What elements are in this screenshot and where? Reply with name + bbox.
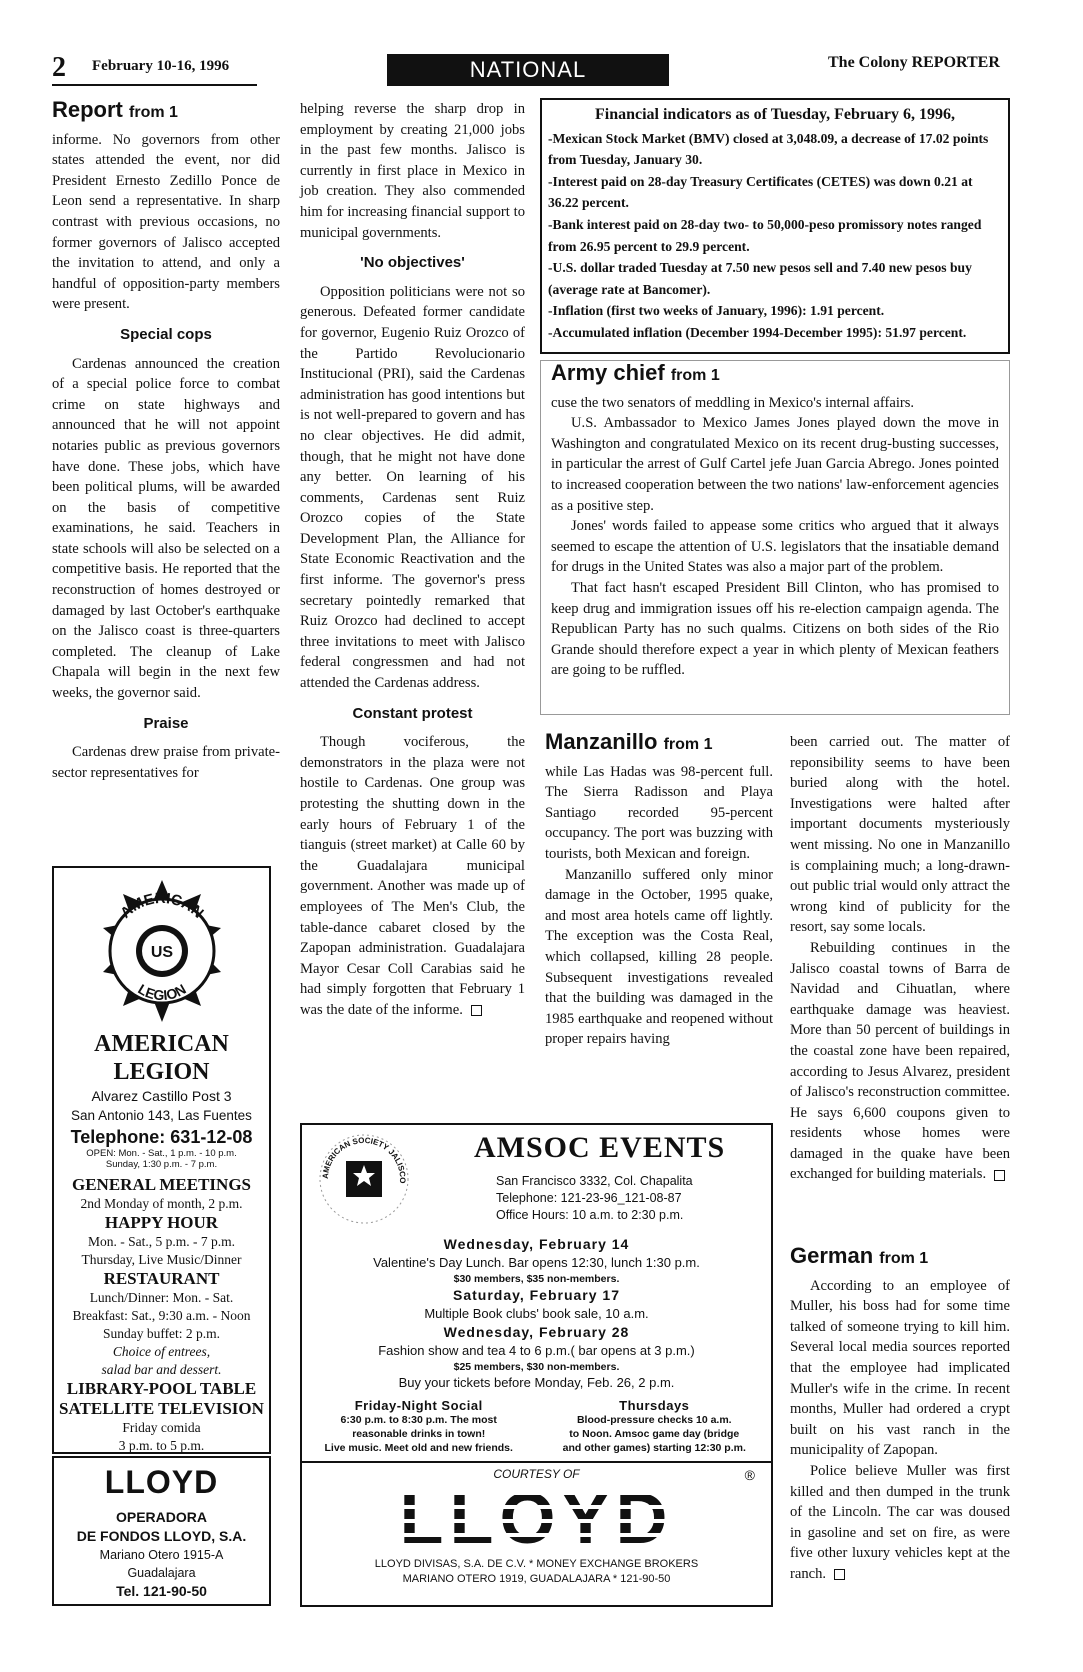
manzanillo-paragraph: been carried out. The matter of reponsibility seems to have been buried along with the hotel. Investigations were halted after important documents mysteriously went missing. No one in Manzanillo is complaining much; a long-drawn-out public trial would only attract the wrong kind of publicity for the resort, say some locals. bbox=[790, 734, 1010, 936]
legion-address: San Antonio 143, Las Fuentes bbox=[71, 1108, 252, 1123]
amsoc-book-sale: Multiple Book clubs' book sale, 10 a.m. bbox=[424, 1306, 649, 1321]
paper-name: The Colony REPORTER bbox=[828, 54, 1000, 71]
report-paragraph: Cardenas drew praise from private-sector representatives for bbox=[52, 744, 280, 781]
legion-name-1: AMERICAN bbox=[94, 1031, 229, 1057]
legion-happy-hour-time: Mon. - Sat., 5 p.m. - 7 p.m. bbox=[88, 1234, 235, 1249]
amsoc-lloyd-brokers: LLOYD DIVISAS, S.A. DE C.V. * MONEY EXCHANGE BROKERS bbox=[374, 1558, 699, 1570]
lloyd-phone: Tel. 121-90-50 bbox=[116, 1583, 207, 1599]
legion-lunch-dinner: Lunch/Dinner: Mon. - Sat. bbox=[89, 1290, 234, 1305]
legion-sunday-hours: Sunday, 1:30 p.m. - 7 p.m. bbox=[105, 1159, 218, 1170]
amsoc-fashion-price: $25 members, $30 non-members. bbox=[453, 1361, 620, 1373]
lloyd-operadora: OPERADORA bbox=[115, 1509, 207, 1525]
amsoc-valentines-lunch: Valentine's Day Lunch. Bar opens 12:30, lunch 1:30 p.m. bbox=[373, 1255, 700, 1270]
army-paragraph: cuse the two senators of meddling in Mexico's internal affairs. bbox=[551, 394, 915, 411]
subhead-praise: Praise bbox=[143, 714, 189, 732]
legion-sunday-buffet: Sunday buffet: 2 p.m. bbox=[102, 1326, 221, 1341]
manzanillo-paragraph: while Las Hadas was 98-percent full. The Sierra Radisson and Playa Santiago recorded 95-percent occupancy. The port was buzzing with tourists, both Mexican and foreign. bbox=[545, 763, 773, 862]
legion-satellite-tv: SATELLITE TELEVISION bbox=[59, 1399, 264, 1418]
german-headline: German from 1 bbox=[790, 1243, 929, 1268]
amsoc-valentines-price: $30 members, $35 non-members. bbox=[453, 1273, 620, 1285]
army-headline: Army chief from 1 bbox=[551, 360, 720, 385]
amsoc-thursday-line: and other games) starting 12:30 p.m. bbox=[562, 1442, 746, 1454]
section-banner: NATIONAL bbox=[387, 54, 669, 86]
seal-top-text: AMERICAN bbox=[116, 889, 207, 922]
american-society-seal-icon bbox=[316, 1131, 412, 1227]
end-mark bbox=[834, 1569, 845, 1580]
army-chief-article bbox=[540, 360, 1010, 715]
amsoc-thursday-line: Blood-pressure checks 10 a.m. bbox=[576, 1414, 732, 1426]
manzanillo-column-2 bbox=[790, 732, 1010, 1185]
financial-line: -Inflation (first two weeks of January, 1996): 1.91 percent. bbox=[548, 303, 885, 319]
legion-open-hours: OPEN: Mon. - Sat., 1 p.m. - 10 p.m. bbox=[86, 1148, 237, 1159]
legion-name-2: LEGION bbox=[113, 1059, 210, 1085]
amsoc-lloyd-address: MARIANO OTERO 1919, GUADALAJARA * 121-90-50 bbox=[402, 1573, 671, 1585]
army-paragraph: Jones' words failed to appease some critics who argued that it always seemed to escape the attention of U.S. legislators that the insatiable demand for drugs in the United States was also a major part of the problem. bbox=[551, 518, 999, 576]
report-column-1 bbox=[52, 97, 280, 783]
manzanillo-column-1 bbox=[545, 729, 773, 1050]
legion-post: Alvarez Castillo Post 3 bbox=[91, 1088, 232, 1104]
report-paragraph: Opposition politicians were not so generous. Defeated former candidate for governor, Eugenio Ruiz Orozco of the Partido Revolucionario Institucional (PRI), said the Cardenas administration has good intentions but is not well-prepared to govern and has no clear objectives. He did admit, though, that he might not have done any better. On learning of his comments, Cardenas sent Ruiz Orozco copies of the State Development Plan, the Alliance for State Economic Reactivation and the first informe. The governor's press secretary pointedly remarked that Ruiz Orozco had declined to accept three invitations to meet with Jalisco federal congressmen and had not attended the Cardenas address. bbox=[300, 283, 525, 692]
report-paragraph: informe. No governors from other states attended the event, nor did President Ernesto Zedillo Ponce de Leon send a representative. In sharp contrast with previous occasions, no former governors of Jalisco accepted the invitation to attend, and only a handful of opposition-party members were present. bbox=[52, 131, 280, 313]
end-mark bbox=[994, 1170, 1005, 1181]
end-mark bbox=[471, 1005, 482, 1016]
lloyd-logo: LLOYD bbox=[104, 1464, 219, 1500]
legion-meetings-time: 2nd Monday of month, 2 p.m. bbox=[80, 1196, 243, 1211]
legion-thursday-music: Thursday, Live Music/Dinner bbox=[81, 1252, 242, 1267]
german-paragraph: According to an employee of Muller, his boss had for some time talked of someone trying to kill him. Several local media sources reported that the employee had implicated Muller's wife in the crime. In recent months, Muller had ordered a crypt built on his vast ranch in the municipality of Zapopan. bbox=[790, 1277, 1010, 1459]
financial-line: -Accumulated inflation (December 1994-December 1995): 51.97 percent. bbox=[548, 324, 967, 340]
legion-friday-comida: Friday comida bbox=[122, 1420, 201, 1435]
financial-line: -Bank interest paid on 28-day two- to 50,000-peso promissory notes ranged from 26.95 percent to 29.9 percent. bbox=[548, 216, 982, 254]
american-legion-ad bbox=[52, 866, 271, 1454]
amsoc-ticket-deadline: Buy your tickets before Monday, Feb. 26, 2 p.m. bbox=[398, 1375, 675, 1390]
issue-date: February 10-16, 1996 bbox=[92, 58, 230, 74]
amsoc-friday-line: reasonable drinks in town! bbox=[352, 1428, 486, 1440]
amsoc-seal-text: AMERICAN SOCIETY JALISCO bbox=[320, 1135, 408, 1184]
amsoc-thursday-line: to Noon. Amsoc game day (bridge bbox=[569, 1428, 740, 1440]
subhead-no-objectives: 'No objectives' bbox=[360, 254, 465, 272]
amsoc-title: AMSOC EVENTS bbox=[474, 1131, 726, 1164]
seal-center-text: US bbox=[150, 944, 173, 961]
legion-friday-time: 3 p.m. to 5 p.m. bbox=[118, 1438, 205, 1453]
report-paragraph: Though vociferous, the demonstrators in the plaza were not hostile to Cardenas. One group was protesting the shutting down in the early hours of February 1 of the tianguis (street market) at Calle 60 by the Guadalajara municipal government. Another was made up of employees of The Men's Club, the table-dance cabaret closed by the Zapopan administration. Guadalajara Mayor Cesar Coll Carabias said he had simply forgotten that February 1 was the date of the informe. bbox=[300, 734, 525, 1018]
report-column-2 bbox=[300, 99, 525, 1021]
lloyd-fondos: DE FONDOS LLOYD, S.A. bbox=[76, 1528, 247, 1544]
legion-restaurant: RESTAURANT bbox=[103, 1269, 220, 1288]
legion-entrees: Choice of entrees, bbox=[112, 1344, 211, 1359]
financial-line: -U.S. dollar traded Tuesday at 7.50 new pesos sell and 7.40 new pesos buy (average rate at Bancomer). bbox=[548, 260, 972, 297]
army-paragraph: That fact hasn't escaped President Bill Clinton, who has promised to keep drug and immigration issues off his re-election campaign agenda. The Republican Party has no such qualms. Citizens on both sides of the Rio Grande should therefore expect a year in which plenty of Mexican feathers are going to be ruffled. bbox=[551, 579, 999, 679]
amsoc-friday-social: Friday-Night Social bbox=[354, 1398, 483, 1413]
report-headline: Report from 1 bbox=[52, 97, 178, 122]
lloyd-address: Mariano Otero 1915-A bbox=[99, 1548, 224, 1562]
amsoc-friday-line: Live music. Meet old and new friends. bbox=[324, 1442, 513, 1454]
financial-line: -Interest paid on 28-day Treasury Certificates (CETES) was down 0.21 at 36.22 percent. bbox=[548, 173, 973, 211]
financial-indicators-box bbox=[540, 98, 1010, 354]
report-paragraph: helping reverse the sharp drop in employment by creating 21,000 jobs in the past few months. Jalisco is currently in first place in Mexico in job creation. They also commended him for increasing financial support to municipal governments. bbox=[300, 101, 525, 241]
legion-general-meetings: GENERAL MEETINGS bbox=[71, 1175, 251, 1194]
legion-phone: Telephone: 631-12-08 bbox=[70, 1127, 253, 1147]
amsoc-events-ad bbox=[300, 1123, 773, 1607]
amsoc-address: San Francisco 3332, Col. Chapalita bbox=[496, 1174, 693, 1188]
lloyd-city: Guadalajara bbox=[127, 1566, 196, 1580]
amsoc-courtesy: COURTESY OF bbox=[493, 1467, 580, 1481]
financial-title: Financial indicators as of Tuesday, February 6, 1996, bbox=[594, 106, 956, 123]
amsoc-friday-line: 6:30 p.m. to 8:30 p.m. The most bbox=[340, 1414, 497, 1426]
amsoc-lloyd-logo: LLOYD bbox=[302, 1481, 771, 1557]
amsoc-date-feb28: Wednesday, February 28 bbox=[443, 1324, 630, 1340]
amsoc-telephone: Telephone: 121-23-96_121-08-87 bbox=[496, 1191, 682, 1205]
legion-breakfast: Breakfast: Sat., 9:30 a.m. - Noon bbox=[72, 1308, 251, 1323]
page-number: 2 bbox=[52, 52, 66, 83]
report-paragraph: Cardenas announced the creation of a special police force to combat crime on state highways and announced that he will not appoint notaries public as previous governors have done. These jobs, which have been political plums, will be awarded on the basis of competitive examinations, he said. Teachers in state schools will also be selected on a competitive basis. He reported that the reconstruction of homes destroyed or damaged by last October's earthquake on the Jalisco coast is three-quarters completed. The cleanup of Lake Chapala will begin in the next few weeks, the governor said. bbox=[52, 355, 280, 702]
subhead-constant-protest: Constant protest bbox=[352, 704, 473, 722]
legion-salad-bar: salad bar and dessert. bbox=[101, 1362, 222, 1377]
manzanillo-paragraph: Rebuilding continues in the Jalisco coastal towns of Barra de Navidad and Cihuatlan, where earthquake damage was heaviest. More than 50 percent of buildings in the coastal zone have been repaired, according to Jesus Alvarez, president of Jalisco's reconstruction committee. He says 6,600 coupons given to residents whose homes were damaged in the quake have been exchanged for building materials. bbox=[790, 939, 1010, 1183]
masthead-rule bbox=[52, 84, 257, 86]
financial-line: -Mexican Stock Market (BMV) closed at 3,048.09, a decrease of 17.02 points from Tuesday, January 30. bbox=[548, 130, 989, 168]
amsoc-fashion-show: Fashion show and tea 4 to 6 p.m.( bar opens at 3 p.m.) bbox=[378, 1343, 695, 1358]
amsoc-sponsor-panel bbox=[302, 1461, 771, 1587]
legion-happy-hour: HAPPY HOUR bbox=[104, 1213, 219, 1232]
amsoc-date-feb17: Saturday, February 17 bbox=[452, 1287, 621, 1303]
subhead-special-cops: Special cops bbox=[120, 325, 212, 343]
seal-bottom-text: LEGION bbox=[134, 980, 189, 1004]
lloyd-operadora-ad bbox=[52, 1456, 271, 1606]
german-paragraph: Police believe Muller was first killed and then dumped in the trunk of the Lincoln. The car was doused in gasoline and set on fire, as were five other luxury vehicles kept at the ranch. bbox=[790, 1462, 1010, 1582]
amsoc-office-hours: Office Hours: 10 a.m. to 2:30 p.m. bbox=[496, 1208, 684, 1222]
army-paragraph: U.S. Ambassador to Mexico James Jones played down the move in Washington and congratulated Mexico on its recent drug-busting successes, in particular the arrest of Gulf Cartel jefe Juan Garcia Abrego. Jones pointed to increased cooperation between the two nations' law-enforcement agencies as a positive step. bbox=[551, 415, 999, 514]
registered-mark: ® bbox=[744, 1467, 755, 1483]
manzanillo-paragraph: Manzanillo suffered only minor damage in the October, 1995 quake, and most area hotels came off lightly. The exception was the Costa Real, which collapsed, killing 28 people. Subsequent investigations revealed that the building was damaged in the 1985 earthquake and reopened without proper repairs having bbox=[545, 866, 773, 1048]
german-article bbox=[790, 1243, 1010, 1585]
amsoc-date-feb14: Wednesday, February 14 bbox=[443, 1236, 630, 1252]
legion-library-pool: LIBRARY-POOL TABLE bbox=[66, 1379, 257, 1398]
manzanillo-headline: Manzanillo from 1 bbox=[545, 729, 713, 754]
american-legion-seal-icon bbox=[87, 876, 237, 1026]
amsoc-thursdays: Thursdays bbox=[619, 1398, 690, 1413]
